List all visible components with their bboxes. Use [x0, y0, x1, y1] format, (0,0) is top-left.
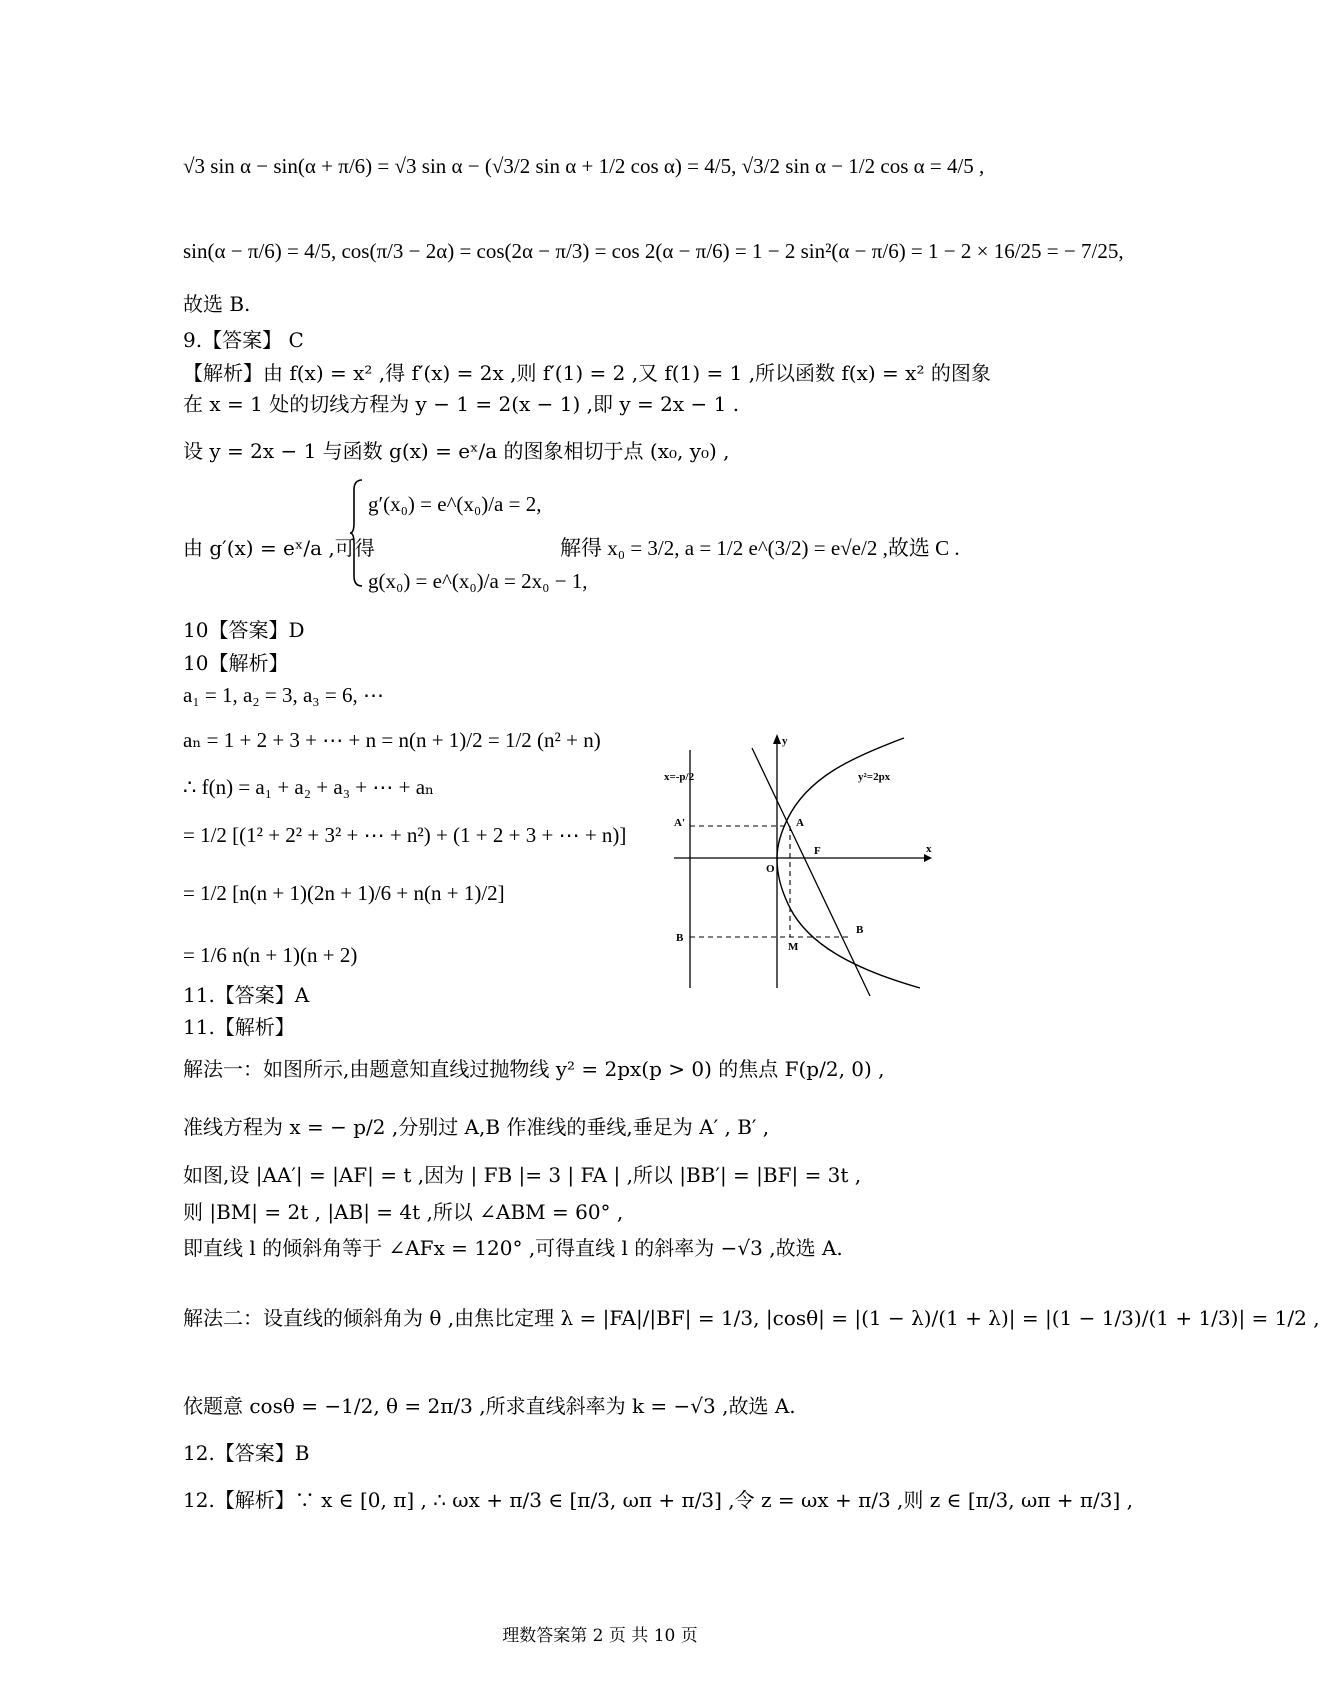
- system-eq-2: g(x₀) = e^(x₀)/a = 2x₀ − 1,: [368, 569, 588, 593]
- conclusion-8: 故选 B.: [183, 292, 251, 316]
- point-b-prime-label: B: [676, 932, 684, 944]
- analysis-10-line-5: = 1/2 [n(n + 1)(2n + 1)/6 + n(n + 1)/2]: [183, 881, 505, 905]
- parabola-figure: [664, 735, 940, 998]
- analysis-9-given: 由 g′(x) = eˣ/a ,可得: [183, 536, 375, 560]
- analysis-10-line-4: = 1/2 [(1² + 2² + 3² + ⋯ + n²) + (1 + 2 + 3 + ⋯ + n)]: [183, 823, 627, 847]
- analysis-11-method-2-line-2: 依题意 cosθ = −1/2, θ = 2π/3 ,所求直线斜率为 k = −√3 ,故选 A.: [183, 1394, 796, 1418]
- answer-9: 9.【答案】 C: [183, 328, 304, 352]
- origin-label: O: [766, 863, 775, 875]
- analysis-12-line-1: 12.【解析】∵ x ∈ [0, π] , ∴ ωx + π/3 ∈ [π/3, ωπ + π/3] ,令 z = ωx + π/3 ,则 z ∈ [π/3, ωπ + π/3] ,: [183, 1488, 1134, 1512]
- analysis-10-line-1: a₁ = 1, a₂ = 3, a₃ = 6, ⋯: [183, 683, 384, 707]
- analysis-10-line-3: ∴ f(n) = a₁ + a₂ + a₃ + ⋯ + aₙ: [183, 775, 435, 799]
- analysis-11-method-1-line-1: 解法一：如图所示,由题意知直线过抛物线 y² = 2px(p > 0) 的焦点 F(p/2, 0) ,: [183, 1057, 885, 1081]
- point-a-prime-label: A': [674, 817, 685, 829]
- analysis-9-line-3: 设 y = 2x − 1 与函数 g(x) = eˣ/a 的图象相切于点 (x₀, y₀) ,: [183, 439, 730, 463]
- y-axis-label: y: [782, 735, 788, 747]
- analysis-10-line-2: aₙ = 1 + 2 + 3 + ⋯ + n = n(n + 1)/2 = 1/2 (n² + n): [183, 728, 601, 752]
- analysis-11-method-2-line-1: 解法二：设直线的倾斜角为 θ ,由焦比定理 λ = |FA|/|BF| = 1/3, |cosθ| = |(1 − λ)/(1 + λ)| = |(1 − 1/3)/(1 + 1/3)| = 1/2 ,: [183, 1306, 1320, 1330]
- analysis-9-solution: 解得 x₀ = 3/2, a = 1/2 e^(3/2) = e√e/2 ,故选 C .: [560, 536, 960, 560]
- analysis-9-line-1: 【解析】由 f(x) = x² ,得 f′(x) = 2x ,则 f′(1) = 2 ,又 f(1) = 1 ,所以函数 f(x) = x² 的图象: [183, 361, 991, 385]
- analysis-11-title: 11.【解析】: [183, 1015, 295, 1039]
- analysis-11-method-1-line-4: 则 |BM| = 2t , |AB| = 4t ,所以 ∠ABM = 60° ,: [183, 1200, 624, 1224]
- curve-label: y²=2px: [858, 771, 891, 783]
- analysis-9-line-2: 在 x = 1 处的切线方程为 y − 1 = 2(x − 1) ,即 y = 2x − 1 .: [183, 392, 740, 416]
- eq-line-1: √3 sin α − sin(α + π/6) = √3 sin α − (√3/2 sin α + 1/2 cos α) = 4/5, √3/2 sin α − 1/2 cos α = 4/5 ,: [183, 154, 985, 178]
- point-m-label: M: [788, 941, 799, 953]
- answer-11: 11.【答案】A: [183, 983, 310, 1007]
- analysis-11-method-1-line-5: 即直线 l 的倾斜角等于 ∠AFx = 120° ,可得直线 l 的斜率为 −√3 ,故选 A.: [183, 1236, 843, 1260]
- system-brace: [350, 478, 364, 588]
- analysis-10-title: 10【解析】: [183, 651, 289, 675]
- answer-10: 10【答案】D: [183, 618, 305, 642]
- analysis-10-line-6: = 1/6 n(n + 1)(n + 2): [183, 943, 358, 967]
- analysis-11-method-1-line-3: 如图,设 |AA′| = |AF| = t ,因为 | FB |= 3 | FA | ,所以 |BB′| = |BF| = 3t ,: [183, 1163, 862, 1187]
- eq-line-2: sin(α − π/6) = 4/5, cos(π/3 − 2α) = cos(2α − π/3) = cos 2(α − π/6) = 1 − 2 sin²(α − π/6) = 1 − 2 × 16/25 = − 7/25,: [183, 239, 1124, 263]
- page-footer: 理数答案第 2 页 共 10 页: [502, 1626, 698, 1646]
- analysis-11-method-1-line-2: 准线方程为 x = − p/2 ,分别过 A,B 作准线的垂线,垂足为 A′ , B′ ,: [183, 1115, 770, 1139]
- answer-12: 12.【答案】B: [183, 1441, 310, 1465]
- focus-label: F: [814, 845, 821, 857]
- y-axis-arrow: [773, 734, 781, 744]
- point-a-label: A: [796, 817, 804, 829]
- x-axis-label: x: [926, 843, 932, 855]
- system-eq-1: g′(x₀) = e^(x₀)/a = 2,: [368, 492, 542, 516]
- directrix-label: x=-p/2: [664, 771, 695, 783]
- point-b-label: B: [856, 924, 864, 936]
- x-axis-arrow: [924, 854, 932, 862]
